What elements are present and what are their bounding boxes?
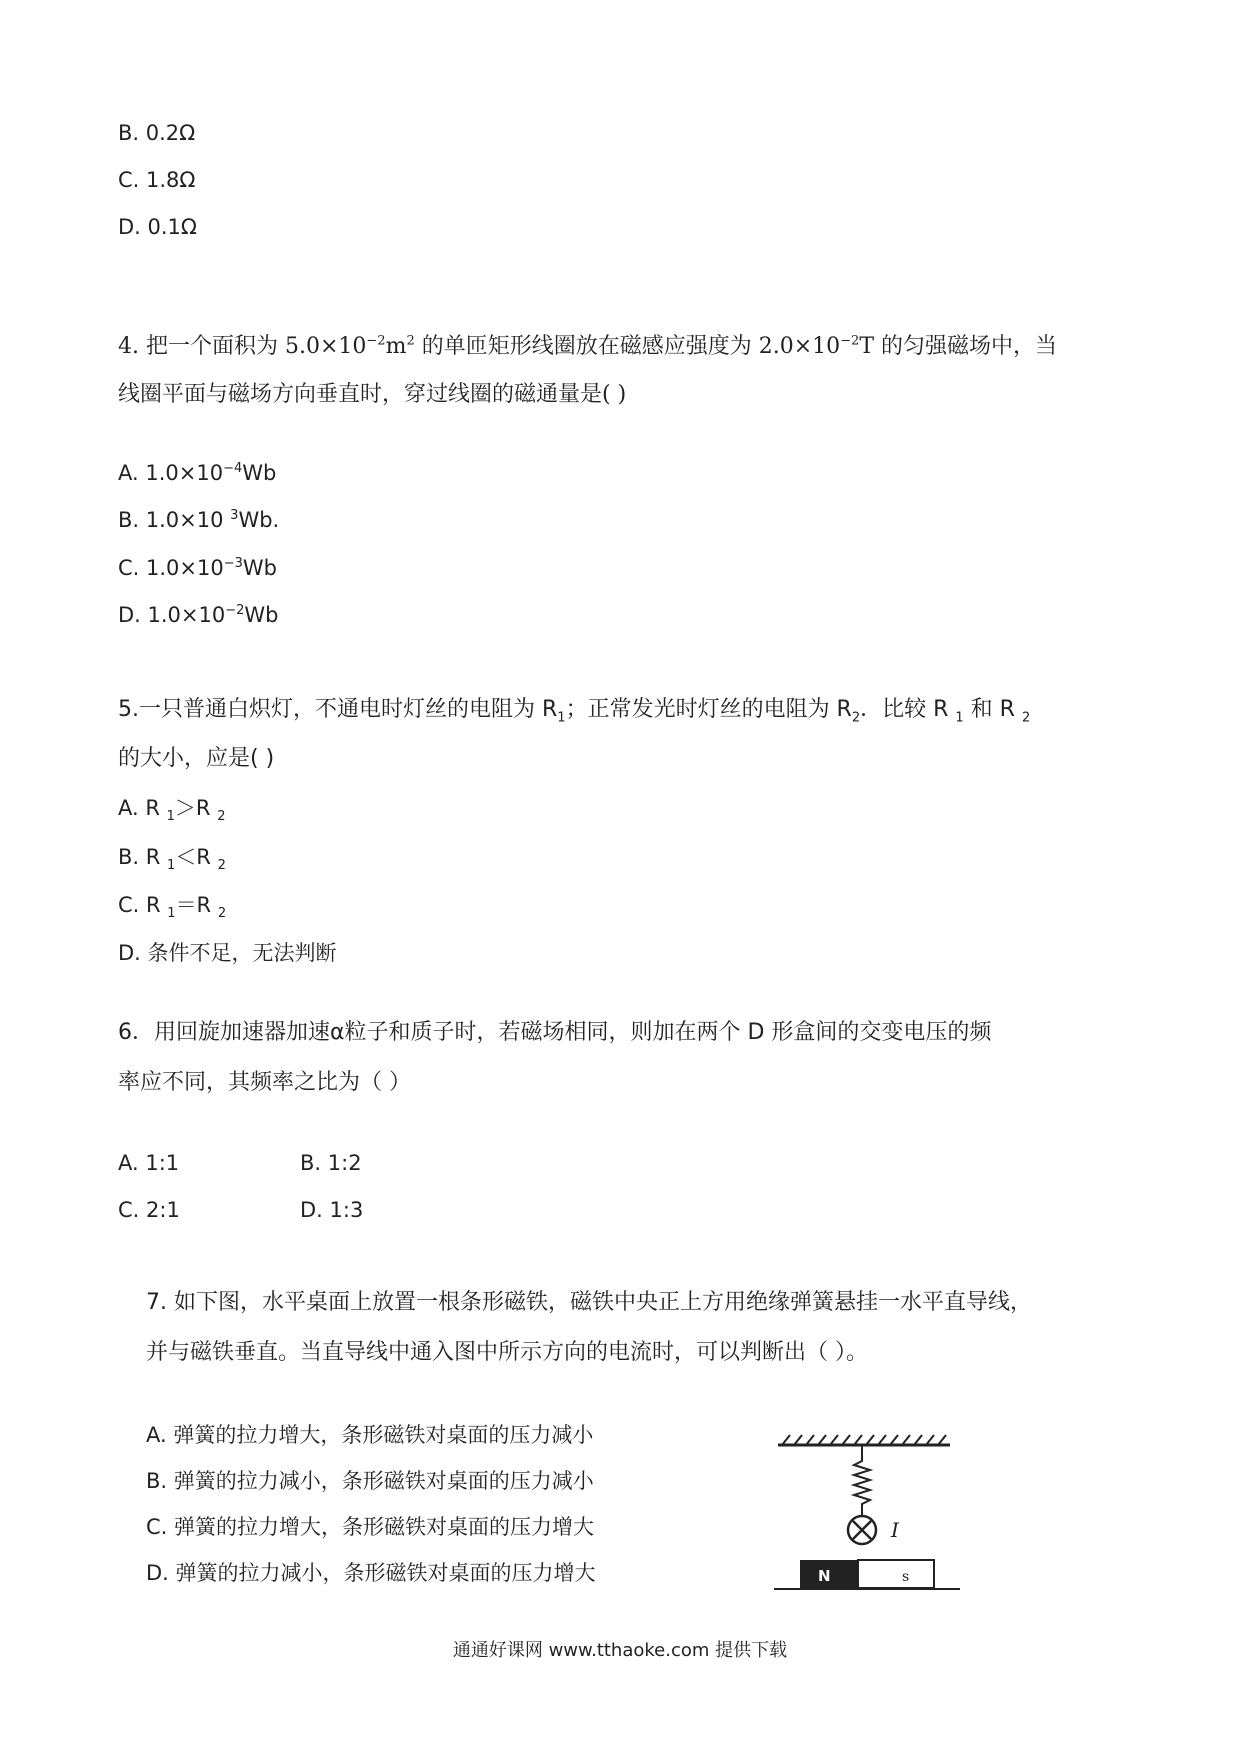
q5-stem-line2: 的大小，应是( )	[118, 746, 275, 771]
current-into-page-icon	[848, 1516, 876, 1544]
q5-stem-line1: 5.一只普通白炽灯，不通电时灯丝的电阻为 $R_1$；正常发光时灯丝的电阻为 $R_2$．比较 R $_1$ 和 R $_2$	[118, 697, 1031, 726]
north-pole-label: N	[818, 1567, 831, 1585]
q6-option-a: A. 1:1	[118, 1151, 180, 1175]
q4-stem-line1: 4. 把一个面积为 $5.0\times 10^{-2}m^2$ 的单匝矩形线圈放在磁感应强度为 $2.0\times 10^{-2}T$ 的匀强磁场中，当	[118, 333, 1057, 359]
q5-option-a: A. R $_1$＞R $_2$	[118, 796, 226, 825]
q4-option-d: D. $1.0\times 10^{-2}Wb$	[118, 603, 279, 627]
q3-option-c: C. 1.8Ω	[118, 168, 196, 192]
q4-option-c: C. $1.0\times 10^{-3}Wb$	[118, 556, 278, 580]
q6-option-c: C. 2:1	[118, 1198, 180, 1222]
q4-option-a: A. $1.0\times 10^{-4}Wb$	[118, 461, 277, 485]
current-label: I	[891, 1518, 899, 1542]
q6-stem-line1: 6．用回旋加速器加速α粒子和质子时，若磁场相同，则加在两个 D 形盒间的交变电压的频	[118, 1020, 992, 1045]
q6-stem-line2: 率应不同，其频率之比为（ ）	[118, 1070, 411, 1095]
spring-magnet-diagram	[770, 1425, 970, 1605]
q7-option-c: C. 弹簧的拉力增大，条形磁铁对桌面的压力增大	[146, 1515, 595, 1539]
ceiling-hatch	[778, 1435, 950, 1445]
q7-option-a: A. 弹簧的拉力增大，条形磁铁对桌面的压力减小	[146, 1423, 594, 1447]
bar-magnet	[800, 1560, 934, 1588]
page-footer: 通通好课网 www.tthaoke.com 提供下载	[452, 1640, 788, 1661]
q5-option-b: B. R $_1$＜R $_2$	[118, 845, 226, 874]
q7-figure	[770, 1425, 970, 1605]
q4-stem-line2: 线圈平面与磁场方向垂直时，穿过线圈的磁通量是( )	[118, 382, 627, 407]
q6-option-d: D. 1:3	[300, 1198, 364, 1222]
q6-option-b: B. 1:2	[300, 1151, 362, 1175]
south-pole-label: s	[902, 1569, 910, 1585]
q7-option-b: B. 弹簧的拉力减小，条形磁铁对桌面的压力减小	[146, 1469, 594, 1493]
q3-option-d: D. 0.1Ω	[118, 215, 197, 239]
q7-stem-line2: 并与磁铁垂直。当直导线中通入图中所示方向的电流时，可以判断出（ ）。	[146, 1340, 868, 1365]
q7-stem-line1: 7. 如下图，水平桌面上放置一根条形磁铁，磁铁中央正上方用绝缘弹簧悬挂一水平直导线，	[146, 1290, 1032, 1315]
q5-option-d: D. 条件不足，无法判断	[118, 941, 337, 965]
q5-option-c: C. R $_1$＝R $_2$	[118, 893, 227, 922]
q3-option-b: B. 0.2Ω	[118, 121, 196, 145]
spring-icon	[854, 1445, 870, 1515]
q7-option-d: D. 弹簧的拉力减小，条形磁铁对桌面的压力增大	[146, 1561, 596, 1585]
q4-option-b: B. 1.0×10 $^3$Wb.	[118, 508, 280, 532]
